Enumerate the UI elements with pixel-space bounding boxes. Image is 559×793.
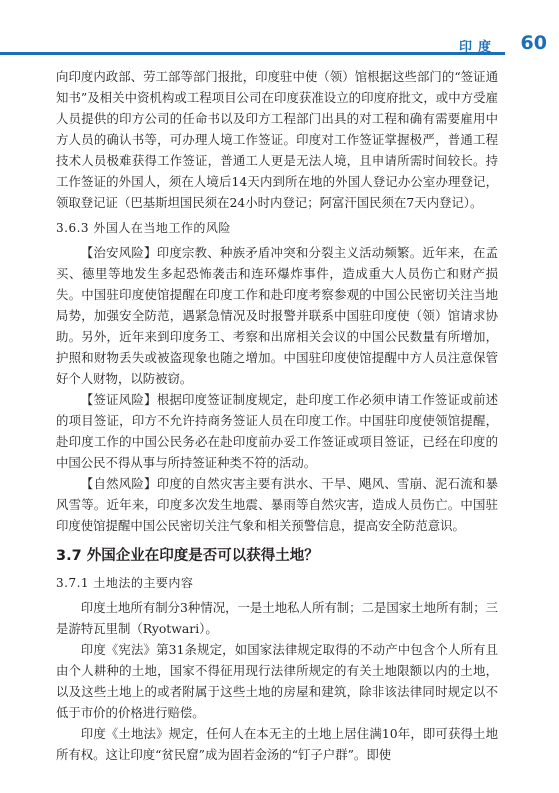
paragraph-continued: 向印度内政部、劳工部等部门报批，印度驻中使（领）馆根据这些部门的“签证通知书”及相关中资机构或工程项目公司在印度获准设立的印度府批文，或中方受雇人员提供的印方公司的任命书以及印方工程部门出具的对工程和确有需要雇用中方人员的确认书等，可办理人境工作签证。印度对工作签证掌握极严，普通工程技术人员极难获得工作签证，普通工人更是无法人境，且申请所需时间较长。持工作签证的外国人，须在人境后14天内到所在地的外国人登记办公室办理登记，领取登记证（巴基斯坦国民须在24小时内登记；阿富汗国民须在7天内登记）。 — [56, 69, 498, 210]
subsection-heading-3-6-3: 3.6.3 外国人在当地工作的风险 — [56, 221, 231, 235]
section-heading-3-7: 3.7 外国企业在印度是否可以获得土地？ — [56, 548, 319, 564]
paragraph-land-ownership: 印度土地所有制分3种情况，一是土地私人所有制；二是国家土地所有制；三是游特瓦里制（Ryotwari）。 — [56, 600, 498, 636]
page-body — [56, 66, 498, 765]
paragraph-visa-risk: 【签证风险】根据印度签证制度规定，赴印度工作必须申请工作签证或前述的项目签证，印方不允许持商务签证人员在印度工作。中国驻印度使领馆提醒，赴印度工作的中国公民务必在赴印度前办妥工作签证或项目签证，已经在印度的中国公民不得从事与所持签证种类不符的活动。 — [56, 392, 498, 470]
running-title: 印度 — [458, 40, 497, 55]
paragraph-land-law: 印度《土地法》规定，任何人在本无主的土地上居住满10年，即可获得土地所有权。这让印度“贫民窟”成为固若金汤的“钉子户群”。即使 — [56, 726, 498, 762]
subsection-heading-3-7-1: 3.7.1 土地法的主要内容 — [56, 576, 194, 590]
header-rule — [0, 52, 505, 55]
paragraph-security-risk: 【治安风险】印度宗教、种族矛盾冲突和分裂主义活动频繁。近年来，在孟买、德里等地发生多起恐怖袭击和连环爆炸事件，造成重大人员伤亡和财产损失。中国驻印度使馆提醒在印度工作和赴印度考察参观的中国公民密切关注当地局势，加强安全防范，遇紧急情况及时报警并联系中国驻印度使（领）馆请求协助。另外，近年来到印度务工、考察和出席相关会议的中国公民数量有所增加，护照和财物丢失或被盗现象也随之增加。中国驻印度使馆提醒中方人员注意保管好个人财物，以防被窃。 — [56, 245, 498, 386]
paragraph-natural-risk: 【自然风险】印度的自然灾害主要有洪水、干旱、飓风、雪崩、泥石流和暴风雪等。近年来，印度多次发生地震、暴雨等自然灾害，造成人员伤亡。中国驻印度使馆提醒中国公民密切关注气象和相关预警信息，提高安全防范意识。 — [56, 476, 498, 533]
paragraph-constitution: 印度《宪法》第31条规定，如国家法律规定取得的不动产中包含个人所有且由个人耕种的土地，国家不得征用现行法律所规定的有关土地限额以内的土地，以及这些土地上的或者附属于这些土地的房屋和建筑，除非该法律同时规定以不低于市价的价格进行赔偿。 — [56, 642, 498, 720]
page-number: 60 — [520, 32, 547, 54]
page-header — [0, 32, 559, 60]
